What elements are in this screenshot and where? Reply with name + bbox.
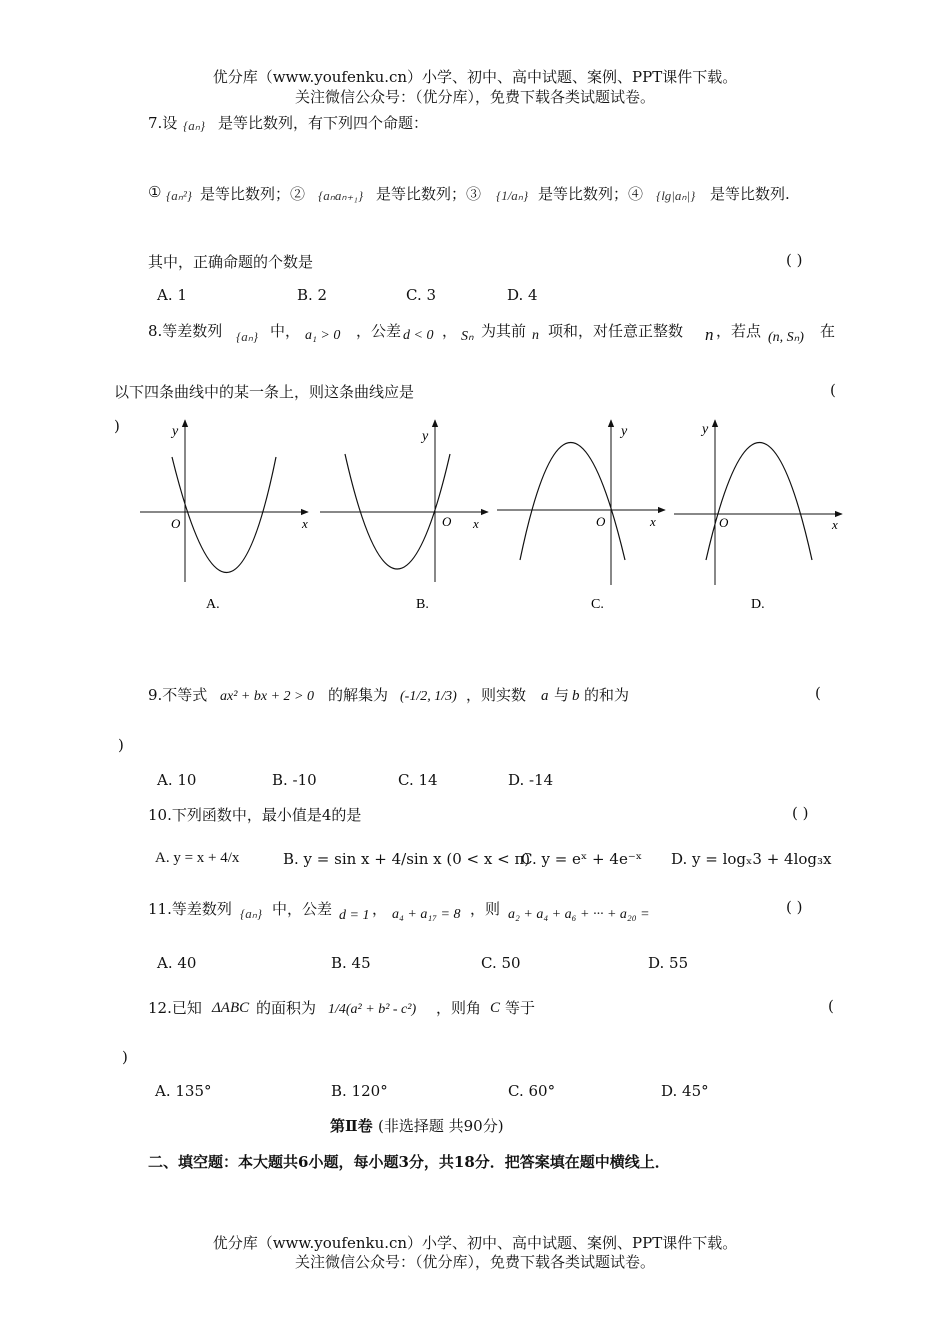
graph-a-y-label: y [172,424,179,439]
q7-question: 其中，正确命题的个数是 [148,253,314,271]
q9-number: 9.不等式 [148,686,208,704]
graph-d-y-label: y [702,422,709,437]
q12-option-d: D. 45° [661,1082,709,1100]
q11-number: 11.等差数列 [148,900,232,918]
q9-t1: 的解集为 [328,686,389,704]
graph-c-y-label: y [621,424,628,439]
graph-a-label: A. [206,597,220,612]
q8-c3: Sₙ [461,329,474,344]
q8-t6: ，若点 [716,322,762,340]
q11-option-c: C. 50 [481,954,521,972]
q12-option-c: C. 60° [508,1082,556,1100]
part2-title: 第Ⅱ卷 [330,1117,373,1135]
q11-c2: a₄ + a₁₇ = 8 [392,907,461,922]
graph-c-origin: O [596,514,606,529]
q8-paren-open: ( [830,381,836,399]
q11-answer-paren: ( ) [786,898,803,916]
q9-option-d: D. -14 [508,771,554,789]
q7-expr-3: {1/aₙ} [496,188,529,203]
q12-t2: ，则角 [436,999,482,1017]
q7-option-a: A. 1 [157,286,187,304]
graph-a-x-label: x [302,516,308,531]
q9-a: a [541,688,549,704]
graph-a [140,420,308,612]
q9-inequality: ax² + bx + 2 > 0 [220,689,314,704]
q8-c2: d < 0 [403,328,434,343]
q7-seq: {aₙ} [183,118,206,133]
q10-answer-paren: ( ) [792,804,809,822]
q8-paren-close: ) [114,417,120,435]
q8-t2: ，公差 [356,322,402,340]
graph-c [497,420,665,612]
graph-d-x-label: x [832,517,838,532]
graph-b-origin: O [442,514,452,529]
q8-t5: 项和，对任意正整数 [548,322,684,340]
q12-number: 12.已知 [148,999,202,1017]
q8-graphs [0,410,950,620]
q7-t1: 是等比数列；② [200,185,306,203]
graph-a-origin: O [171,516,181,531]
q11-t2: ， [372,900,388,918]
q9-option-c: C. 14 [398,771,438,789]
q9-paren-open: ( [815,684,821,702]
q8-line-2: 以下四条曲线中的某一条上，则这条曲线应是 [114,383,415,401]
q12-option-a: A. 135° [155,1082,212,1100]
q11-c1: d = 1 [339,908,370,923]
q8-t1: 中， [270,322,301,340]
q10-text: 10.下列函数中，最小值是4的是 [148,806,362,824]
graph-d [674,420,842,612]
q12-option-b: B. 120° [331,1082,388,1100]
q7-expr-1: {aₙ²} [166,188,192,203]
q10-option-c: C. y = eˣ + 4e⁻ˣ [521,850,643,868]
part2-subtitle: (非选择题 共90分) [378,1117,504,1135]
q12-t1: 的面积为 [256,999,317,1017]
q8-c6: (n, Sₙ) [768,330,804,345]
q8-c1: a₁ > 0 [305,328,341,343]
q7-text: 是等比数列，有下列四个命题： [218,114,429,132]
graph-c-x-label: x [650,514,656,529]
q11-t3: ，则 [470,900,501,918]
q12-area: 1/4(a² + b² - c²) [328,1002,417,1017]
q7-option-b: B. 2 [297,286,328,304]
graph-b [320,420,488,612]
q10-option-d: D. y = logₓ3 + 4log₃x [671,850,832,868]
graph-d-origin: O [719,515,729,530]
header-line-1: 优分库（www.youfenku.cn）小学、初中、高中试题、案例、PPT课件下载。 [212,68,738,86]
q7-number: 7.设 [148,114,178,132]
graph-b-label: B. [416,597,429,612]
q11-t1: 中，公差 [272,900,333,918]
q9-t3: 与 [554,686,570,704]
q9-t2: ，则实数 [466,686,527,704]
q12-t3: 等于 [505,999,536,1017]
q8-number: 8.等差数列 [148,322,223,340]
q12-paren-close: ) [122,1048,128,1066]
q8-t7: 在 [820,322,836,340]
q10-option-a: A. y = x + 4/x [155,850,240,866]
q9-option-a: A. 10 [157,771,197,789]
q7-option-c: C. 3 [406,286,437,304]
q12-paren-open: ( [828,997,834,1015]
q9-b: b [572,688,580,704]
q9-t4: 的和为 [584,686,630,704]
q7-expr-4: {lg|aₙ|} [656,188,696,203]
q11-option-a: A. 40 [157,954,197,972]
q7-t3: 是等比数列；④ [538,185,644,203]
q8-c5: n [705,325,714,344]
q11-seq: {aₙ} [240,906,263,921]
q12-triangle: ΔABC [212,1000,250,1016]
graph-c-label: C. [591,597,604,612]
q8-t3: ， [442,322,458,340]
part2-section-heading: 二、填空题：本大题共6小题，每小题3分，共18分．把答案填在题中横线上． [148,1153,670,1171]
q7-answer-paren: ( ) [786,251,803,269]
q11-c3: a₂ + a₄ + a₆ + ··· + a₂₀ = [508,907,650,922]
q8-seq: {aₙ} [236,329,259,344]
q7-t4: 是等比数列. [710,185,790,203]
q9-interval: (-1/2, 1/3) [400,689,457,704]
q7-t2: 是等比数列；③ [376,185,482,203]
header-line-2: 关注微信公众号：（优分库），免费下载各类试题试卷。 [294,88,655,106]
q7-expr-2: {aₙaₙ₊₁} [318,188,364,203]
q7-option-d: D. 4 [507,286,538,304]
graph-d-label: D. [751,597,765,612]
q12-c: C [490,1000,501,1016]
footer-line-2: 关注微信公众号：（优分库），免费下载各类试题试卷。 [294,1253,655,1271]
q10-option-b: B. y = sin x + 4/sin x (0 < x < π) [283,850,531,868]
footer-line-1: 优分库（www.youfenku.cn）小学、初中、高中试题、案例、PPT课件下载。 [212,1234,738,1252]
q11-option-d: D. 55 [648,954,689,972]
graph-b-x-label: x [473,516,479,531]
q9-paren-close: ) [118,736,124,754]
q7-p1: ① [148,183,162,201]
q11-option-b: B. 45 [331,954,371,972]
q9-option-b: B. -10 [272,771,317,789]
graph-b-y-label: y [422,429,429,444]
q8-c4: n [532,328,539,343]
q8-t4: 为其前 [481,322,527,340]
